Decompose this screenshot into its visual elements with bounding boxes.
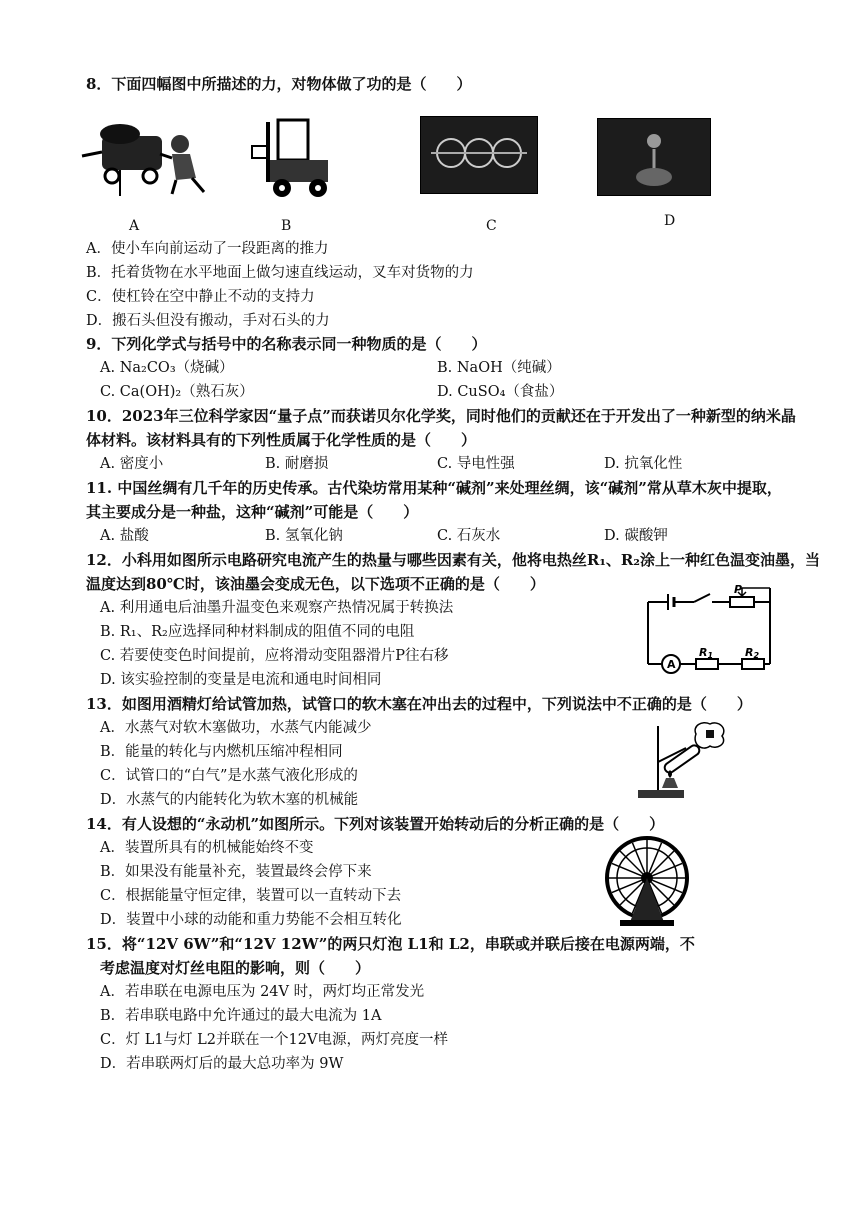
q13-stem: 13．如图用酒精灯给试管加热，试管口的软木塞在冲出去的过程中，下列说法中不正确的是（ ） (86, 695, 752, 713)
circuit-ammeter-label: A (667, 658, 676, 671)
circuit-r1-label: R1 (699, 646, 714, 660)
q8-fig-label-c: C (486, 218, 497, 234)
q15-option-c: C．灯 L1与灯 L2并联在一个12V电源，两灯亮度一样 (100, 1032, 448, 1048)
q12-option-b: B. R₁、R₂应选择同种材料制成的阻值不同的电阻 (100, 624, 415, 640)
q8-option-a: A．使小车向前运动了一段距离的推力 (86, 241, 329, 257)
q12-option-c: C. 若要使变色时间提前，应将滑动变阻器滑片P往右移 (100, 648, 449, 664)
q9-option-a: A. Na₂CO₃（烧碱） (100, 360, 234, 376)
q9-option-d: D. CuSO₄（食盐） (437, 384, 564, 400)
q12-option-a: A. 利用通电后油墨升温变色来观察产热情况属于转换法 (100, 600, 454, 616)
q9-stem: 9．下列化学式与括号中的名称表示同一种物质的是（ ） (86, 335, 487, 353)
wheel-spoke (651, 851, 674, 874)
q11-option-a: A. 盐酸 (100, 528, 149, 544)
q11-stem-line2: 其主要成分是一种盐，这种“碱剂”可能是（ ） (86, 503, 419, 521)
q8-fig-label-b: B (281, 218, 292, 234)
circuit-r2-label: R2 (745, 646, 760, 660)
wheel-spoke (649, 843, 661, 873)
q14-stem: 14．有人设想的“永动机”如图所示。下列对该装置开始转动后的分析正确的是（ ） (86, 815, 665, 833)
q14-option-d: D．装置中小球的动能和重力势能不会相互转化 (100, 912, 402, 928)
q12-stem-line1: 12．小科用如图所示电路研究电流产生的热量与哪些因素有关，他将电热丝R₁、R₂涂上一种红色温变油墨，当 (86, 551, 820, 569)
q15-option-a: A．若串联在电源电压为 24V 时，两灯均正常发光 (100, 984, 425, 1000)
wheel-spoke (612, 880, 642, 892)
q13-option-d: D．水蒸气的内能转化为软木塞的机械能 (100, 792, 359, 808)
q11-stem-line1: 11. 中国丝绸有几千年的历史传承。古代染坊常用某种“碱剂”来处理丝绸，该“碱剂”常从草木灰中提取， (86, 479, 782, 497)
wheel-spoke (653, 863, 683, 875)
wheel-spoke (653, 880, 683, 892)
q8-fig-label-a: A (129, 218, 140, 234)
wheel-spoke (632, 843, 644, 873)
q12-option-d: D. 该实验控制的变量是电流和通电时间相同 (100, 672, 382, 688)
q15-stem-line1: 15．将“12V 6W”和“12V 12W”的两只灯泡 L1和 L2，串联或并联后接在电源两端，不 (86, 935, 695, 953)
q8-option-b: B．托着货物在水平地面上做匀速直线运动，叉车对货物的力 (86, 265, 474, 281)
q14-option-c: C．根据能量守恒定律，装置可以一直转动下去 (100, 888, 402, 904)
circuit-p-label: P (734, 584, 743, 596)
q8-figure-d-stone (597, 118, 711, 196)
q8-fig-label-d: D (664, 213, 676, 229)
q10-stem-line2: 体材料。该材料具有的下列性质属于化学性质的是（ ） (86, 431, 477, 449)
q14-option-b: B．如果没有能量补充，装置最终会停下来 (100, 864, 372, 880)
q10-option-d: D. 抗氧化性 (604, 456, 683, 472)
wheel-spoke (612, 863, 642, 875)
q15-stem-line2: 考虑温度对灯丝电阻的影响，则（ ） (100, 959, 371, 977)
q8-figure-b-forklift (248, 112, 338, 202)
q13-test-tube-figure (622, 718, 732, 802)
wheel-spoke (620, 851, 643, 874)
q14-perpetual-wheel-figure (600, 834, 694, 928)
q8-figure-c-barbell (420, 116, 538, 194)
q8-option-c: C．使杠铃在空中静止不动的支持力 (86, 289, 315, 305)
q11-option-c: C. 石灰水 (437, 528, 501, 544)
q15-option-d: D．若串联两灯后的最大总功率为 9W (100, 1056, 344, 1072)
q14-option-a: A．装置所具有的机械能始终不变 (100, 840, 314, 856)
q9-option-c: C. Ca(OH)₂（熟石灰） (100, 384, 254, 400)
q11-option-b: B. 氢氧化钠 (265, 528, 343, 544)
q13-option-b: B．能量的转化与内燃机压缩冲程相同 (100, 744, 343, 760)
q13-option-a: A．水蒸气对软木塞做功，水蒸气内能减少 (100, 720, 372, 736)
q8-stem: 8．下面四幅图中所描述的力，对物体做了功的是（ ） (86, 75, 472, 93)
q10-option-a: A. 密度小 (100, 456, 164, 472)
q12-circuit-diagram (630, 584, 780, 680)
q10-option-c: C. 导电性强 (437, 456, 515, 472)
q12-stem-line2: 温度达到80℃时，该油墨会变成无色，以下选项不正确的是（ ） (86, 575, 545, 593)
q15-option-b: B．若串联电路中允许通过的最大电流为 1A (100, 1008, 382, 1024)
q11-option-d: D. 碳酸钾 (604, 528, 668, 544)
q10-stem-line1: 10．2023年三位科学家因“量子点”而获诺贝尔化学奖，同时他们的贡献还在于开发出了一种新型的纳米晶 (86, 407, 796, 425)
q13-option-c: C．试管口的“白气”是水蒸气液化形成的 (100, 768, 358, 784)
q8-figure-a-cart-push (80, 118, 210, 198)
q8-option-d: D．搬石头但没有搬动，手对石头的力 (86, 313, 330, 329)
q9-option-b: B. NaOH（纯碱） (437, 360, 561, 376)
q10-option-b: B. 耐磨损 (265, 456, 329, 472)
